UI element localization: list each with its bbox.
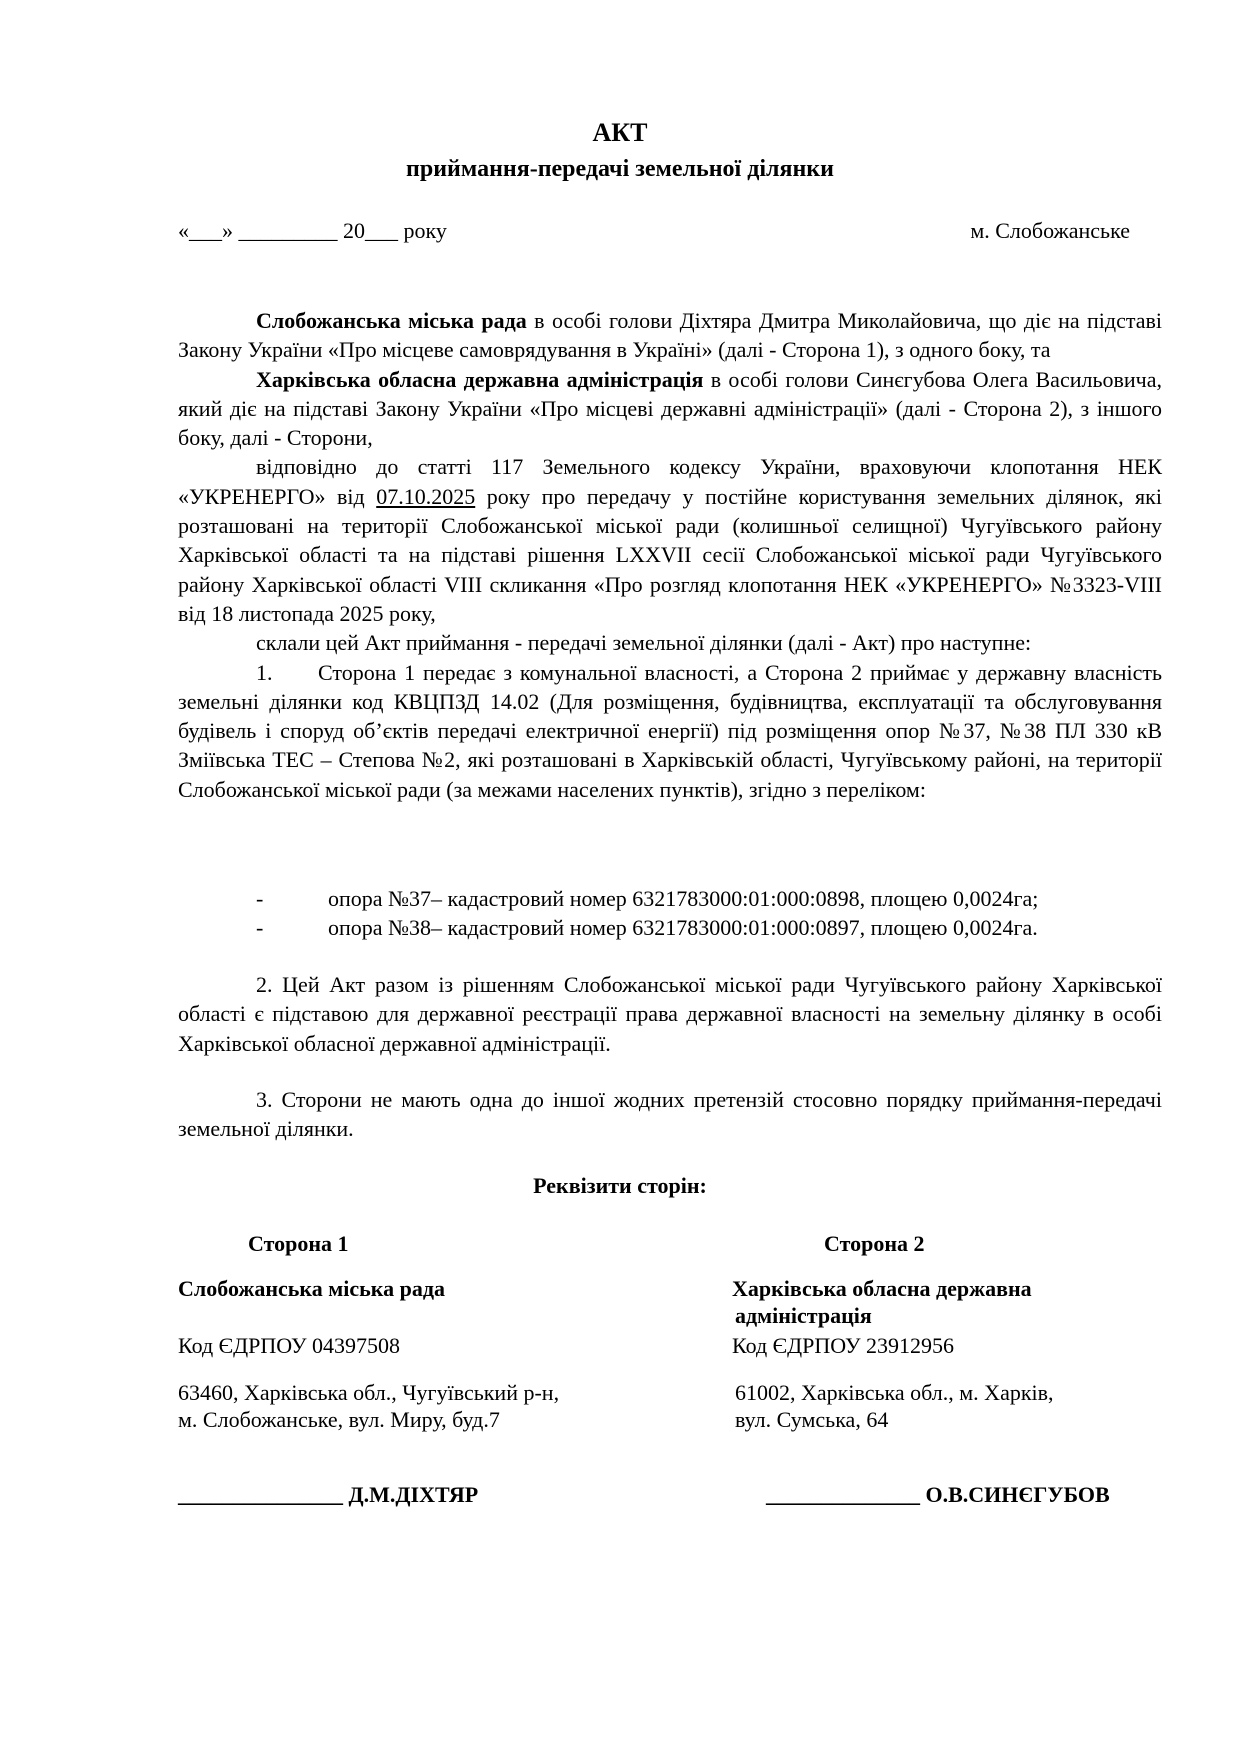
clause-3 [178, 1085, 1162, 1144]
requisites-title: Реквізити сторін: [533, 1173, 707, 1198]
place: м. Слобожанське [970, 218, 1130, 243]
clause-3-text: 3. Сторони не мають одна до іншої жодних претензій стосовно порядку приймання-передачі земельної ділянки. [178, 1087, 1162, 1142]
party2-address-2: вул. Сумська, 64 [735, 1407, 889, 1432]
paragraph-party1 [178, 306, 1162, 365]
party2-signatory: О.В.СИНЄГУБОВ [925, 1482, 1110, 1507]
list-item-text: опора №37– кадастровий номер 6321783000:01:000:0898, площею 0,0024га; [328, 886, 1039, 911]
clause-2 [178, 970, 1162, 1058]
party1-text: в особі голови Діхтяра Дмитра Миколайовича, що діє на підставі Закону України «Про місцеве самоврядування в Україні» (далі - Сторона 1), з одного боку, та [178, 308, 1162, 363]
list-item-text: опора №38– кадастровий номер 6321783000:01:000:0897, площею 0,0024га. [328, 915, 1038, 941]
clause-1-number: 1. [256, 659, 273, 685]
party2-address-1: 61002, Харківська обл., м. Харків, [735, 1380, 1054, 1405]
paragraph-basis [178, 452, 1162, 628]
party2-code: Код ЄДРПОУ 23912956 [732, 1333, 955, 1358]
signature-line: _______________ [178, 1482, 343, 1507]
party2-name-bold: Харківська обласна державна адміністрація [256, 366, 704, 392]
parcel-list [178, 884, 1162, 943]
clause-2-text: 2. Цей Акт разом із рішенням Слобожанської міської ради Чугуївського району Харківської області є підставою для державної реєстрації права державної власності на земельну ділянку в особі Харківської обласної державної адміністрації. [178, 972, 1162, 1056]
document-subtitle: приймання-передачі земельної ділянки [406, 156, 834, 182]
party2-text: в особі голови Синєгубова Олега Васильовича, який діє на підставі Закону України «Про місцеві державні адміністрації» (далі - Сторона 2), з іншого боку, далі - Сторони, [178, 366, 1162, 451]
party1-address-1: 63460, Харківська обл., Чугуївський р-н, [178, 1380, 560, 1405]
party2-name-2: адміністрація [735, 1303, 872, 1328]
paragraph-compiled: склали цей Акт приймання - передачі земельної ділянки (далі - Акт) про наступне: [256, 630, 1032, 656]
party1-signatory: Д.М.ДІХТЯР [348, 1482, 479, 1507]
party1-address-2: м. Слобожанське, вул. Миру, буд.7 [178, 1407, 500, 1432]
party2-requisites [732, 1230, 1172, 1433]
clause-1 [178, 658, 1162, 804]
list-marker: - [256, 886, 264, 911]
list-item [178, 913, 1162, 942]
party1-requisites [178, 1230, 678, 1433]
party2-name-1: Харківська обласна державна [732, 1276, 1032, 1301]
basis-text-a: відповідно до статті 117 Земельного кодексу України, враховуючи клопотання НЕК «УКРЕНЕРГО» від [178, 454, 1162, 509]
document-title: АКТ [592, 118, 648, 147]
party1-label: Сторона 1 [248, 1231, 349, 1256]
clause-1-text: Сторона 1 передає з комунальної власності, а Сторона 2 приймає у державну власність земельні ділянки код КВЦПЗД 14.02 (Для розміщення, будівництва, експлуатації та обслуговування будівель і споруд об’єктів передачі електричної енергії) під розміщення опор №37, №38 ПЛ 330 кВ Зміївська ТЕС – Степова №2, які розташовані в Харківській області, Чугуївському районі, на території Слобожанської міської ради (за межами населених пунктів), згідно з переліком: [178, 659, 1162, 802]
party1-code: Код ЄДРПОУ 04397508 [178, 1333, 401, 1358]
party1-signature [178, 1482, 478, 1508]
preamble [178, 306, 1162, 804]
party1-name-bold: Слобожанська міська рада [256, 308, 527, 333]
party2-label: Сторона 2 [824, 1231, 925, 1256]
basis-date: 07.10.2025 [376, 483, 476, 509]
party2-signature [766, 1482, 1110, 1508]
signature-line: ______________ [766, 1482, 920, 1507]
list-item [178, 884, 1162, 913]
party1-name: Слобожанська міська рада [178, 1276, 445, 1301]
date-line: «___» _________ 20___ року [178, 218, 447, 243]
paragraph-party2 [178, 365, 1162, 453]
list-marker: - [256, 915, 264, 941]
basis-text-b: року про передачу у постійне користування земельних ділянок, які розташовані на території Слобожанської міської ради (колишньої селищної) Чугуївського району Харківської області та на підставі рішення LXXVII сесії Слобожанської міської ради Чугуївського району Харківської області VIII скликання «Про розгляд клопотання НЕК «УКРЕНЕРГО» №3323-VIII від 18 листопада 2025 року, [178, 483, 1162, 626]
